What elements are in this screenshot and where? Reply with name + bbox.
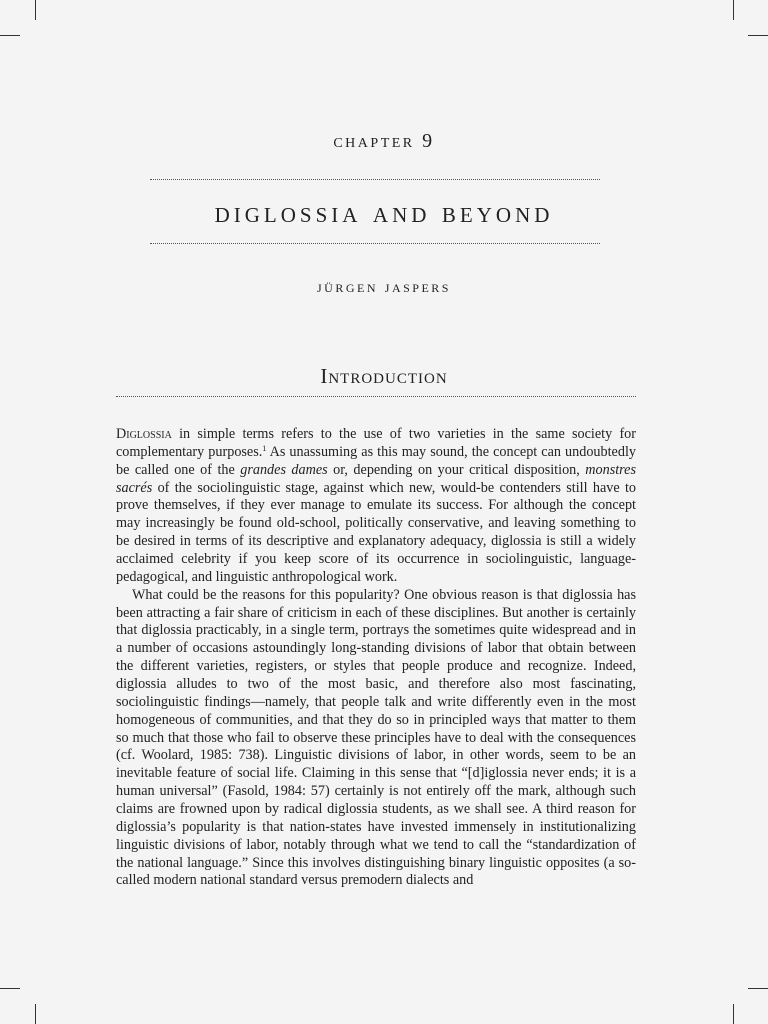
crop-mark xyxy=(0,988,20,989)
author-name: jürgen jaspers xyxy=(317,277,451,296)
crop-mark xyxy=(748,988,768,989)
italic-term: monstres sacrés xyxy=(116,461,636,496)
crop-mark xyxy=(35,0,36,20)
paragraph: What could be the reasons for this popularity? One obvious reason is that diglossia has been attracting a fair share of criticism in each of these disciplines. But another is certainly that diglossia practicably, in a single term, portrays the sometimes quite widespread and in a number of occasions astoundingly long-standing divisions of labor that obtain between the different varieties, registers, or styles that people produce and recognize. Indeed, diglossia alludes to two of the most basic, and therefore also most fascinating, sociolinguistic findings—namely, that people talk and write differently even in the most homogeneous of communities, and that they do so in principled ways that matter to them so much that those who fail to observe these principles have to deal with the consequences (cf. Woolard, 1985: 738). Linguistic divisions of labor, in other words, seem to be an inevitable feature of social life. Claiming in this sense that “[d]iglossia never ends; it is a human universal” (Fasold, 1984: 57) certainly is not entirely off the mark, although such claims are frowned upon by radical diglossia students, as we shall see. A third reason for diglossia’s popularity is that nation-states have invested immensely in institutionalizing linguistic divisions of labor, notably through what we tend to call the “standardization of the national language.” Since this involves distinguishing binary linguistic opposites (a so-called modern national standard versus premodern dialects and xyxy=(116,586,636,889)
crop-mark xyxy=(733,0,734,20)
lead-word: Diglossia xyxy=(116,426,172,442)
paragraph: Diglossia in simple terms refers to the use of two varieties in the same society for complementary purposes.$^1$ As unassuming as this may sound, the concept can undoubtedly be called one of the grandes dames or, depending on your critical disposition, monstres sacrés of the sociolinguistic stage, against which new, would-be contenders still have to prove themselves, if they ever manage to emulate its success. For although the concept may increasingly be found old-school, politically conservative, and leaving something to be desired in terms of its descriptive and explanatory adequacy, diglossia is still a widely acclaimed celebrity if you keep score of its occurrence in sociolinguistic, language-pedagogical, and linguistic anthropological work. xyxy=(116,426,636,585)
crop-mark xyxy=(35,1004,36,1024)
crop-mark xyxy=(748,35,768,36)
title-rule-bottom xyxy=(150,243,600,244)
italic-term: grandes dames xyxy=(240,461,328,478)
crop-mark xyxy=(0,35,20,36)
section-rule xyxy=(116,396,636,397)
chapter-title: diglossia and beyond xyxy=(214,196,554,229)
crop-mark xyxy=(733,1004,734,1024)
body-text xyxy=(116,426,636,890)
footnote-marker[interactable]: 1 xyxy=(262,443,267,453)
section-heading: Introduction xyxy=(320,364,448,388)
title-rule-top xyxy=(150,179,600,180)
chapter-number: chapter 9 xyxy=(333,130,435,152)
